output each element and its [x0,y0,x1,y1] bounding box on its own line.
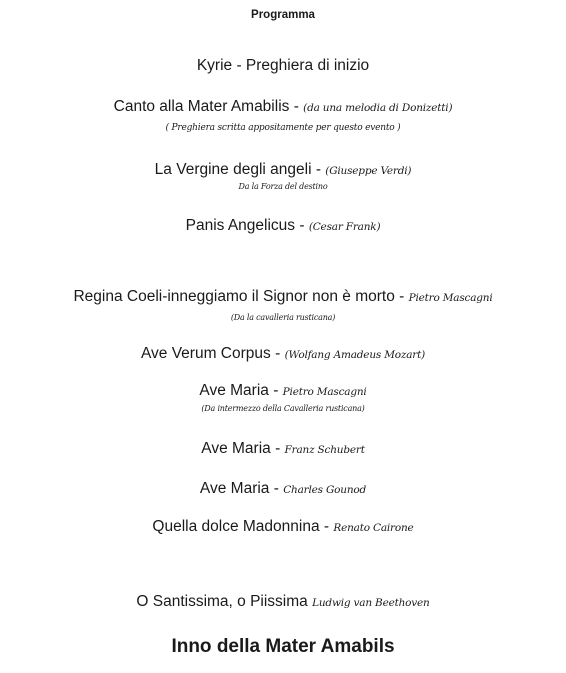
item-title: La Vergine degli angeli - [154,161,326,178]
item-note: Da la Forza del destino [238,182,328,191]
program-item-dolce-madonnina [0,518,566,536]
item-title: Ave Maria - [201,440,285,457]
program-item-ave-verum [0,345,566,363]
item-composer: (da una melodia di Donizetti) [303,102,453,114]
program-item-vergine-angeli [0,161,566,179]
program-item-regina-coeli [0,288,566,306]
item-composer: (Wolfang Amadeus Mozart) [284,349,426,361]
item-title: Ave Maria - [199,382,283,399]
item-composer: Pietro Mascagni [282,386,367,398]
program-item-o-santissima [0,593,566,611]
program-heading: Programma [251,9,315,21]
item-title: Kyrie - Preghiera di inizio [196,57,370,74]
item-composer: (Giuseppe Verdi) [325,165,412,177]
item-title: Quella dolce Madonnina - [152,518,334,535]
item-title: Ave Verum Corpus - [140,345,285,362]
program-item-panis-angelicus [0,217,566,235]
item-title: O Santissima, o Piissima [136,593,313,610]
program-item-ave-maria-schubert [0,440,566,458]
item-composer: (Cesar Frank) [308,221,381,233]
item-composer: Franz Schubert [284,444,365,456]
program-item-kyrie [0,57,566,75]
program-item-ave-maria-gounod [0,480,566,498]
item-composer: Charles Gounod [283,484,367,496]
program-item-ave-maria-mascagni [0,382,566,400]
item-composer: Renato Cairone [333,522,414,534]
item-note: ( Preghiera scritta appositamente per questo evento ) [165,123,401,133]
item-composer: Ludwig van Beethoven [312,597,430,609]
item-title: Panis Angelicus - [185,217,309,234]
program-finale: Inno della Mater Amabils [171,636,395,657]
item-note: (Da la cavalleria rusticana) [230,313,336,322]
item-note: (Da intermezzo della Cavalleria rusticana) [201,404,365,413]
item-title: Canto alla Mater Amabilis - [113,98,304,115]
item-title: Regina Coeli-inneggiamo il Signor non è morto - [73,288,409,305]
item-title: Ave Maria - [199,480,284,497]
program-item-canto-mater-amabilis [0,98,566,116]
item-composer: Pietro Mascagni [408,292,493,304]
